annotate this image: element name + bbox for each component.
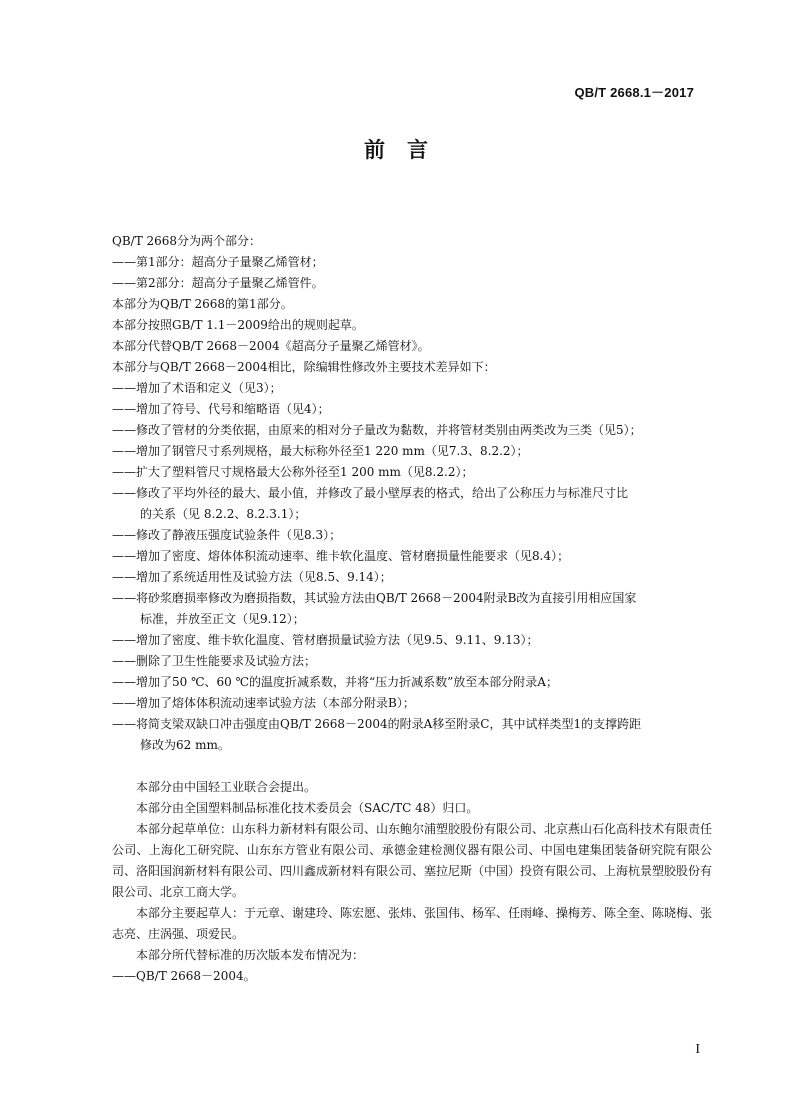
change-item: ——扩大了塑料管尺寸规格最大公称外径至1 200 mm（见8.2.2）； xyxy=(112,465,474,479)
proposed-by: 本部分由中国轻工业联合会提出。 xyxy=(136,780,317,794)
page-title: 前言 xyxy=(364,138,450,162)
change-item: ——将简支梁双缺口冲击强度由QB/T 2668－2004的附录A移至附录C，其中试样类型1的支撑跨距 xyxy=(112,717,642,731)
change-item: ——增加了符号、代号和缩略语（见4）； xyxy=(112,402,330,416)
drafters: 本部分主要起草人：于元章、谢建玲、陈宏愿、张炜、张国伟、杨军、任雨峰、操梅芳、陈全奎、陈晓梅、张志亮、庄涡强、项爱民。 xyxy=(112,906,713,941)
intro-line: 本部分按照GB/T 1.1－2009给出的规则起草。 xyxy=(112,318,364,332)
history-intro: 本部分所代替标准的历次版本发布情况为： xyxy=(136,948,365,962)
intro-line: ——第2部分：超高分子量聚乙烯管件。 xyxy=(112,276,324,290)
page-number: I xyxy=(695,1042,700,1057)
paragraph-gap xyxy=(112,756,712,777)
change-item-continuation: 标准，并放至正文（见9.12）； xyxy=(140,612,305,626)
change-item: ——增加了钢管尺寸系列规格，最大标称外径至1 220 mm（见7.3、8.2.2）； xyxy=(112,444,529,458)
change-item: ——修改了平均外径的最大、最小值，并修改了最小壁厚表的格式，给出了公称压力与标准尺寸比 xyxy=(112,486,629,500)
change-item: ——增加了密度、熔体体积流动速率、维卡软化温度、管材磨损量性能要求（见8.4）； xyxy=(112,549,570,563)
change-item: ——删除了卫生性能要求及试验方法； xyxy=(112,654,317,668)
intro-line: 本部分与QB/T 2668－2004相比，除编辑性修改外主要技术差异如下： xyxy=(112,360,496,374)
change-item: ——增加了术语和定义（见3）； xyxy=(112,381,282,395)
change-item: ——修改了管材的分类依据，由原来的相对分子量改为黏数，并将管材类别由两类改为三类（见5）； xyxy=(112,423,642,437)
intro-line: QB/T 2668分为两个部分： xyxy=(112,234,262,248)
change-item-continuation: 修改为62 mm。 xyxy=(140,738,230,752)
change-item: ——增加了密度、维卡软化温度、管材磨损量试验方法（见9.5、9.11、9.13）； xyxy=(112,633,539,647)
standard-number: QB/T 2668.1－2017 xyxy=(574,85,694,100)
intro-line: 本部分为QB/T 2668的第1部分。 xyxy=(112,297,293,311)
change-item: ——增加了50 ℃、60 ℃的温度折减系数，并将“压力折减系数”放至本部分附录A； xyxy=(112,675,558,689)
drafting-units: 本部分起草单位：山东科力新材料有限公司、山东鲍尔浦塑胶股份有限公司、北京燕山石化高科技术有限责任公司、上海化工研究院、山东东方管业有限公司、承德金建检测仪器有限公司、中国电建集团装备研究院有限公司、洛阳国润新材料有限公司、四川鑫成新材料有限公司、塞拉尼斯（中国）投资有限公司、上海杭景塑胶股份有限公司、北京工商大学。 xyxy=(112,822,713,899)
intro-line: ——第1部分：超高分子量聚乙烯管材； xyxy=(112,255,324,269)
change-item: ——增加了熔体体积流动速率试验方法（本部分附录B）； xyxy=(112,696,415,710)
centralized-by: 本部分由全国塑料制品标准化技术委员会（SAC/TC 48）归口。 xyxy=(136,801,479,815)
foreword-body xyxy=(112,231,712,987)
history-item: ——QB/T 2668－2004。 xyxy=(112,969,256,983)
intro-line: 本部分代替QB/T 2668－2004《超高分子量聚乙烯管材》。 xyxy=(112,339,430,353)
change-item-continuation: 的关系（见 8.2.2、8.2.3.1）； xyxy=(140,507,307,521)
change-item: ——增加了系统适用性及试验方法（见8.5、9.14）； xyxy=(112,570,392,584)
change-item: ——修改了静液压强度试验条件（见8.3）； xyxy=(112,528,342,542)
change-item: ——将砂浆磨损率修改为磨损指数，其试验方法由QB/T 2668－2004附录B改为直接引用相应国家 xyxy=(112,591,637,605)
